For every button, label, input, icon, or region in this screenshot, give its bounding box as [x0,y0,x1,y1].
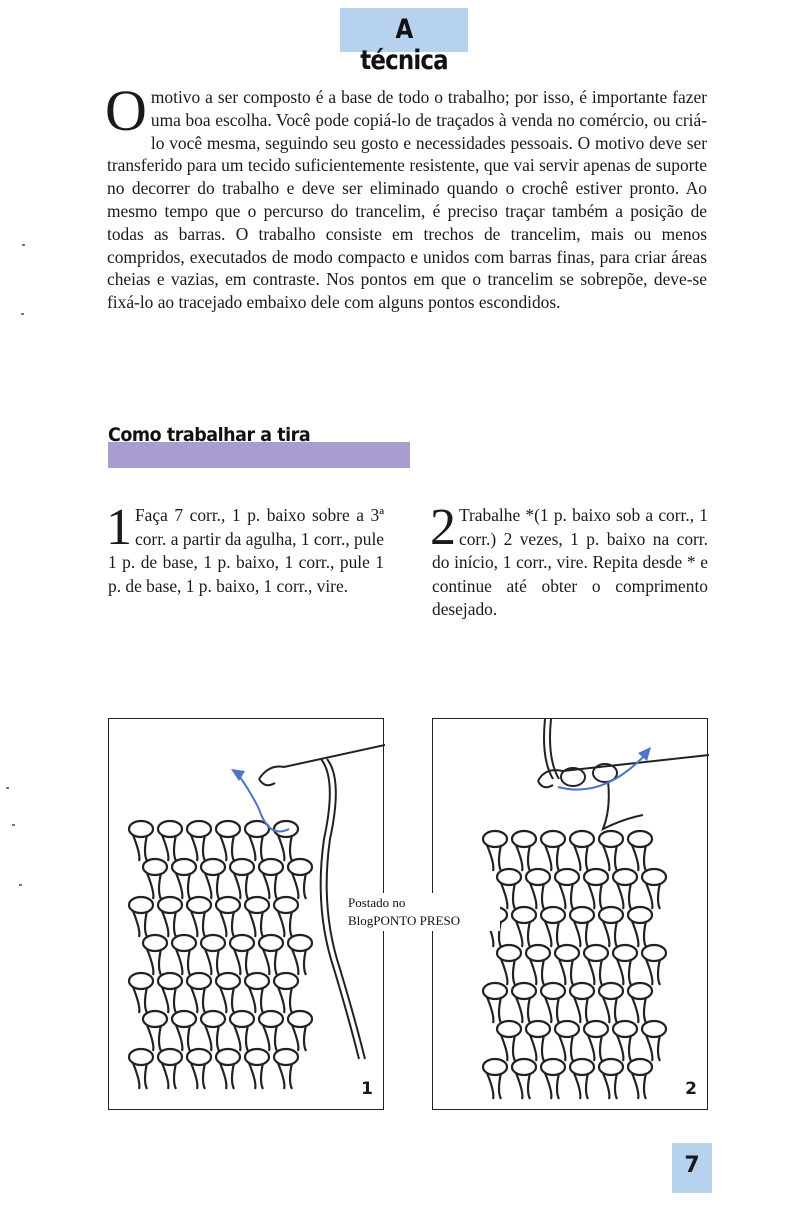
stitch-loop [526,869,550,885]
step-1-text: Faça 7 corr., 1 p. baixo sobre a 3ª corr. a partir da agulha, 1 corr., pule 1 p. de base, 1 p. baixo, 1 corr., pule 1 p. de base, 1 p. baixo, 1 corr., vire. [108,505,384,596]
stitch-post [516,921,530,947]
stitch-loop [599,983,623,999]
stitch-loop [288,859,312,875]
stitch-loop [512,907,536,923]
page-number-box [672,1143,712,1193]
blue-arrow-icon [558,755,645,790]
stitch-loop [187,973,211,989]
stitch-loop [512,1059,536,1075]
stitch-loop [642,1021,666,1037]
stitch-loop [497,1021,521,1037]
stitch-post [162,911,176,937]
stitch-loop [245,973,269,989]
stitch-post [545,997,559,1023]
stitch-post [530,883,544,909]
stitch-loop [187,821,211,837]
stitch-post [487,1073,501,1099]
stitch-post [162,835,176,861]
stitch-post [545,1073,559,1099]
stitch-loop [541,1059,565,1075]
stitch-loop [497,869,521,885]
stitch-post [516,1073,530,1099]
stitch-loop [230,935,254,951]
stitch-loop [172,935,196,951]
stitch-post [632,845,646,871]
stitch-loop [497,945,521,961]
stitch-post [603,997,617,1023]
stitch-loop [230,859,254,875]
stitch-loop [599,1059,623,1075]
scan-speck [19,884,22,886]
stitch-post [234,873,248,899]
stitch-loop [483,983,507,999]
stitch-post [249,1063,263,1089]
stitch-post [574,845,588,871]
stitch-loop [599,831,623,847]
watermark-line-1: Postado no [348,895,406,910]
stitch-loop [541,907,565,923]
step-2-number: 2 [430,499,456,556]
stitch-post [220,835,234,861]
stitch-post [487,997,501,1023]
intro-text: motivo a ser composto é a base de todo o trabalho; por isso, é importante fazer uma boa escolha. Você pode copiá-lo de traçados à venda no comércio, ou criá-lo você mesma, seguindo seu gosto e necessidades pessoais. O motivo deve ser transferido para um tecido suficientemente resistente, que vai servir apenas de suporte no decorrer do trabalho e deve ser eliminado quando o crochê estiver pronto. Ao mesmo tempo que o percurso do trancelim, é preciso traçar também a posição de todas as barras. O trabalho consiste em trechos de trancelim, mais ou menos compridos, executados de modo compacto e unidos com barras finas, para criar áreas cheias e vazias, em contraste. Nos pontos em que o trancelim se sobrepõe, deve-se fixá-lo ao tracejado embaixo dele com alguns pontos escondidos. [107,87,707,313]
stitch-loop [274,821,298,837]
stitch-loop [201,1011,225,1027]
stitch-post [588,1035,602,1061]
stitch-loop [555,945,579,961]
stitch-post [263,949,277,975]
stitch-post [263,873,277,899]
stitch-post [516,845,530,871]
stitch-post [176,1025,190,1051]
stitch-post [249,987,263,1013]
crochet-strip-illustration-1 [109,719,385,1111]
stitch-loop [628,907,652,923]
stitch-post [487,845,501,871]
stitch-loop [274,897,298,913]
page-number: 7 [684,1153,700,1178]
stitch-post [234,949,248,975]
stitch-loop [584,945,608,961]
scan-speck [21,313,24,315]
stitch-post [249,835,263,861]
stitch-post [574,1073,588,1099]
stitch-loop [143,935,167,951]
stitch-loop [129,1049,153,1065]
stitch-post [292,873,306,899]
stitch-post [191,987,205,1013]
stitch-post [559,883,573,909]
stitch-loop [201,859,225,875]
stitch-post [220,987,234,1013]
stitch-post [292,1025,306,1051]
stitch-post [147,1025,161,1051]
stitch-loop [526,945,550,961]
stitch-loop [143,1011,167,1027]
stitch-post [133,835,147,861]
stitch-loop [288,935,312,951]
figure-1-number: 1 [361,1079,373,1099]
stitch-loop [512,831,536,847]
stitch-post [603,845,617,871]
stitch-post [603,921,617,947]
stitch-post [176,949,190,975]
stitch-post [574,997,588,1023]
stitch-post [205,1025,219,1051]
stitch-post [234,1025,248,1051]
stitch-loop [570,983,594,999]
stitch-post [632,921,646,947]
stitch-loop [274,1049,298,1065]
stitch-loop [230,1011,254,1027]
step-2 [430,499,708,622]
stitch-loop [274,973,298,989]
stitch-loop [129,973,153,989]
title-highlight [340,8,468,76]
stitch-post [545,845,559,871]
scan-speck [22,244,25,246]
stitch-post [205,873,219,899]
stitch-post [220,1063,234,1089]
stitch-post [205,949,219,975]
stitch-loop [541,983,565,999]
stitch-loop [512,983,536,999]
stitch-post [220,911,234,937]
stitch-post [559,959,573,985]
stitch-loop [526,1021,550,1037]
stitch-post [501,883,515,909]
stitch-post [603,1073,617,1099]
stitch-post [162,1063,176,1089]
stitch-post [574,921,588,947]
stitch-post [588,959,602,985]
stitch-loop [642,945,666,961]
stitch-post [559,1035,573,1061]
stitch-loop [613,869,637,885]
stitch-post [632,1073,646,1099]
stitch-post [133,987,147,1013]
stitch-post [278,1063,292,1089]
stitch-loop [129,821,153,837]
stitch-loop [628,831,652,847]
stitch-post [191,911,205,937]
stitch-loop [216,821,240,837]
step-2-text: Trabalhe *(1 p. baixo sob a corr., 1 corr.) 2 vezes, 1 p. baixo na corr. do início, 1 corr., vire. Repita desde * e continue até obter o comprimento desejado. [432,505,708,619]
stitch-post [501,959,515,985]
figure-1 [108,718,384,1110]
stitch-loop [483,831,507,847]
stitch-post [191,835,205,861]
scan-speck [12,824,15,826]
stitch-loop [555,869,579,885]
crochet-hook-icon [538,755,709,781]
stitch-loop [288,1011,312,1027]
blog-watermark [346,893,500,931]
stitch-loop [158,1049,182,1065]
watermark-line-2: BlogPONTO PRESO [348,913,461,928]
stitch-loop [555,1021,579,1037]
figure-2-number: 2 [685,1079,697,1099]
stitch-loop [628,983,652,999]
stitch-loop [187,897,211,913]
stitch-loop [483,1059,507,1075]
stitch-post [516,997,530,1023]
stitch-post [588,883,602,909]
stitch-loop [259,935,283,951]
stitch-post [249,911,263,937]
stitch-loop [628,1059,652,1075]
step-1 [106,499,384,598]
stitch-loop [584,869,608,885]
stitch-post [162,987,176,1013]
stitch-post [617,959,631,985]
stitch-post [278,835,292,861]
stitch-post [646,959,660,985]
page-title: A técnica [360,14,448,76]
stitch-loop [245,1049,269,1065]
stitch-loop [187,1049,211,1065]
stitch-post [147,873,161,899]
stitch-post [133,1063,147,1089]
stitch-post [191,1063,205,1089]
stitch-post [530,959,544,985]
stitch-post [176,873,190,899]
stitch-post [632,997,646,1023]
stitch-post [147,949,161,975]
stitch-loop [158,821,182,837]
stitch-loop [201,935,225,951]
stitch-post [530,1035,544,1061]
stitch-post [545,921,559,947]
stitch-loop [570,1059,594,1075]
stitch-loop [584,1021,608,1037]
stitch-loop [599,907,623,923]
stitch-loop [613,1021,637,1037]
stitch-post [278,987,292,1013]
stitch-post [263,1025,277,1051]
stitch-loop [259,1011,283,1027]
step-1-number: 1 [106,499,132,556]
stitch-loop [172,859,196,875]
stitch-loop [245,897,269,913]
stitch-loop [158,973,182,989]
scan-speck [6,787,9,789]
stitch-post [646,1035,660,1061]
stitch-loop [129,897,153,913]
stitch-post [646,883,660,909]
section-title: Como trabalhar a tira [108,424,311,446]
stitch-loop [570,831,594,847]
stitch-loop [216,897,240,913]
stitch-post [501,1035,515,1061]
stitch-loop [216,973,240,989]
stitch-loop [143,859,167,875]
stitch-post [292,949,306,975]
stitch-post [133,911,147,937]
stitch-loop [570,907,594,923]
intro-dropcap: O [105,78,147,143]
intro-paragraph [105,78,707,314]
stitch-loop [541,831,565,847]
stitch-loop [259,859,283,875]
stitch-loop [216,1049,240,1065]
stitch-post [617,883,631,909]
stitch-loop [642,869,666,885]
stitch-post [278,911,292,937]
stitch-loop [172,1011,196,1027]
stitch-post [617,1035,631,1061]
stitch-loop [158,897,182,913]
stitch-loop [613,945,637,961]
